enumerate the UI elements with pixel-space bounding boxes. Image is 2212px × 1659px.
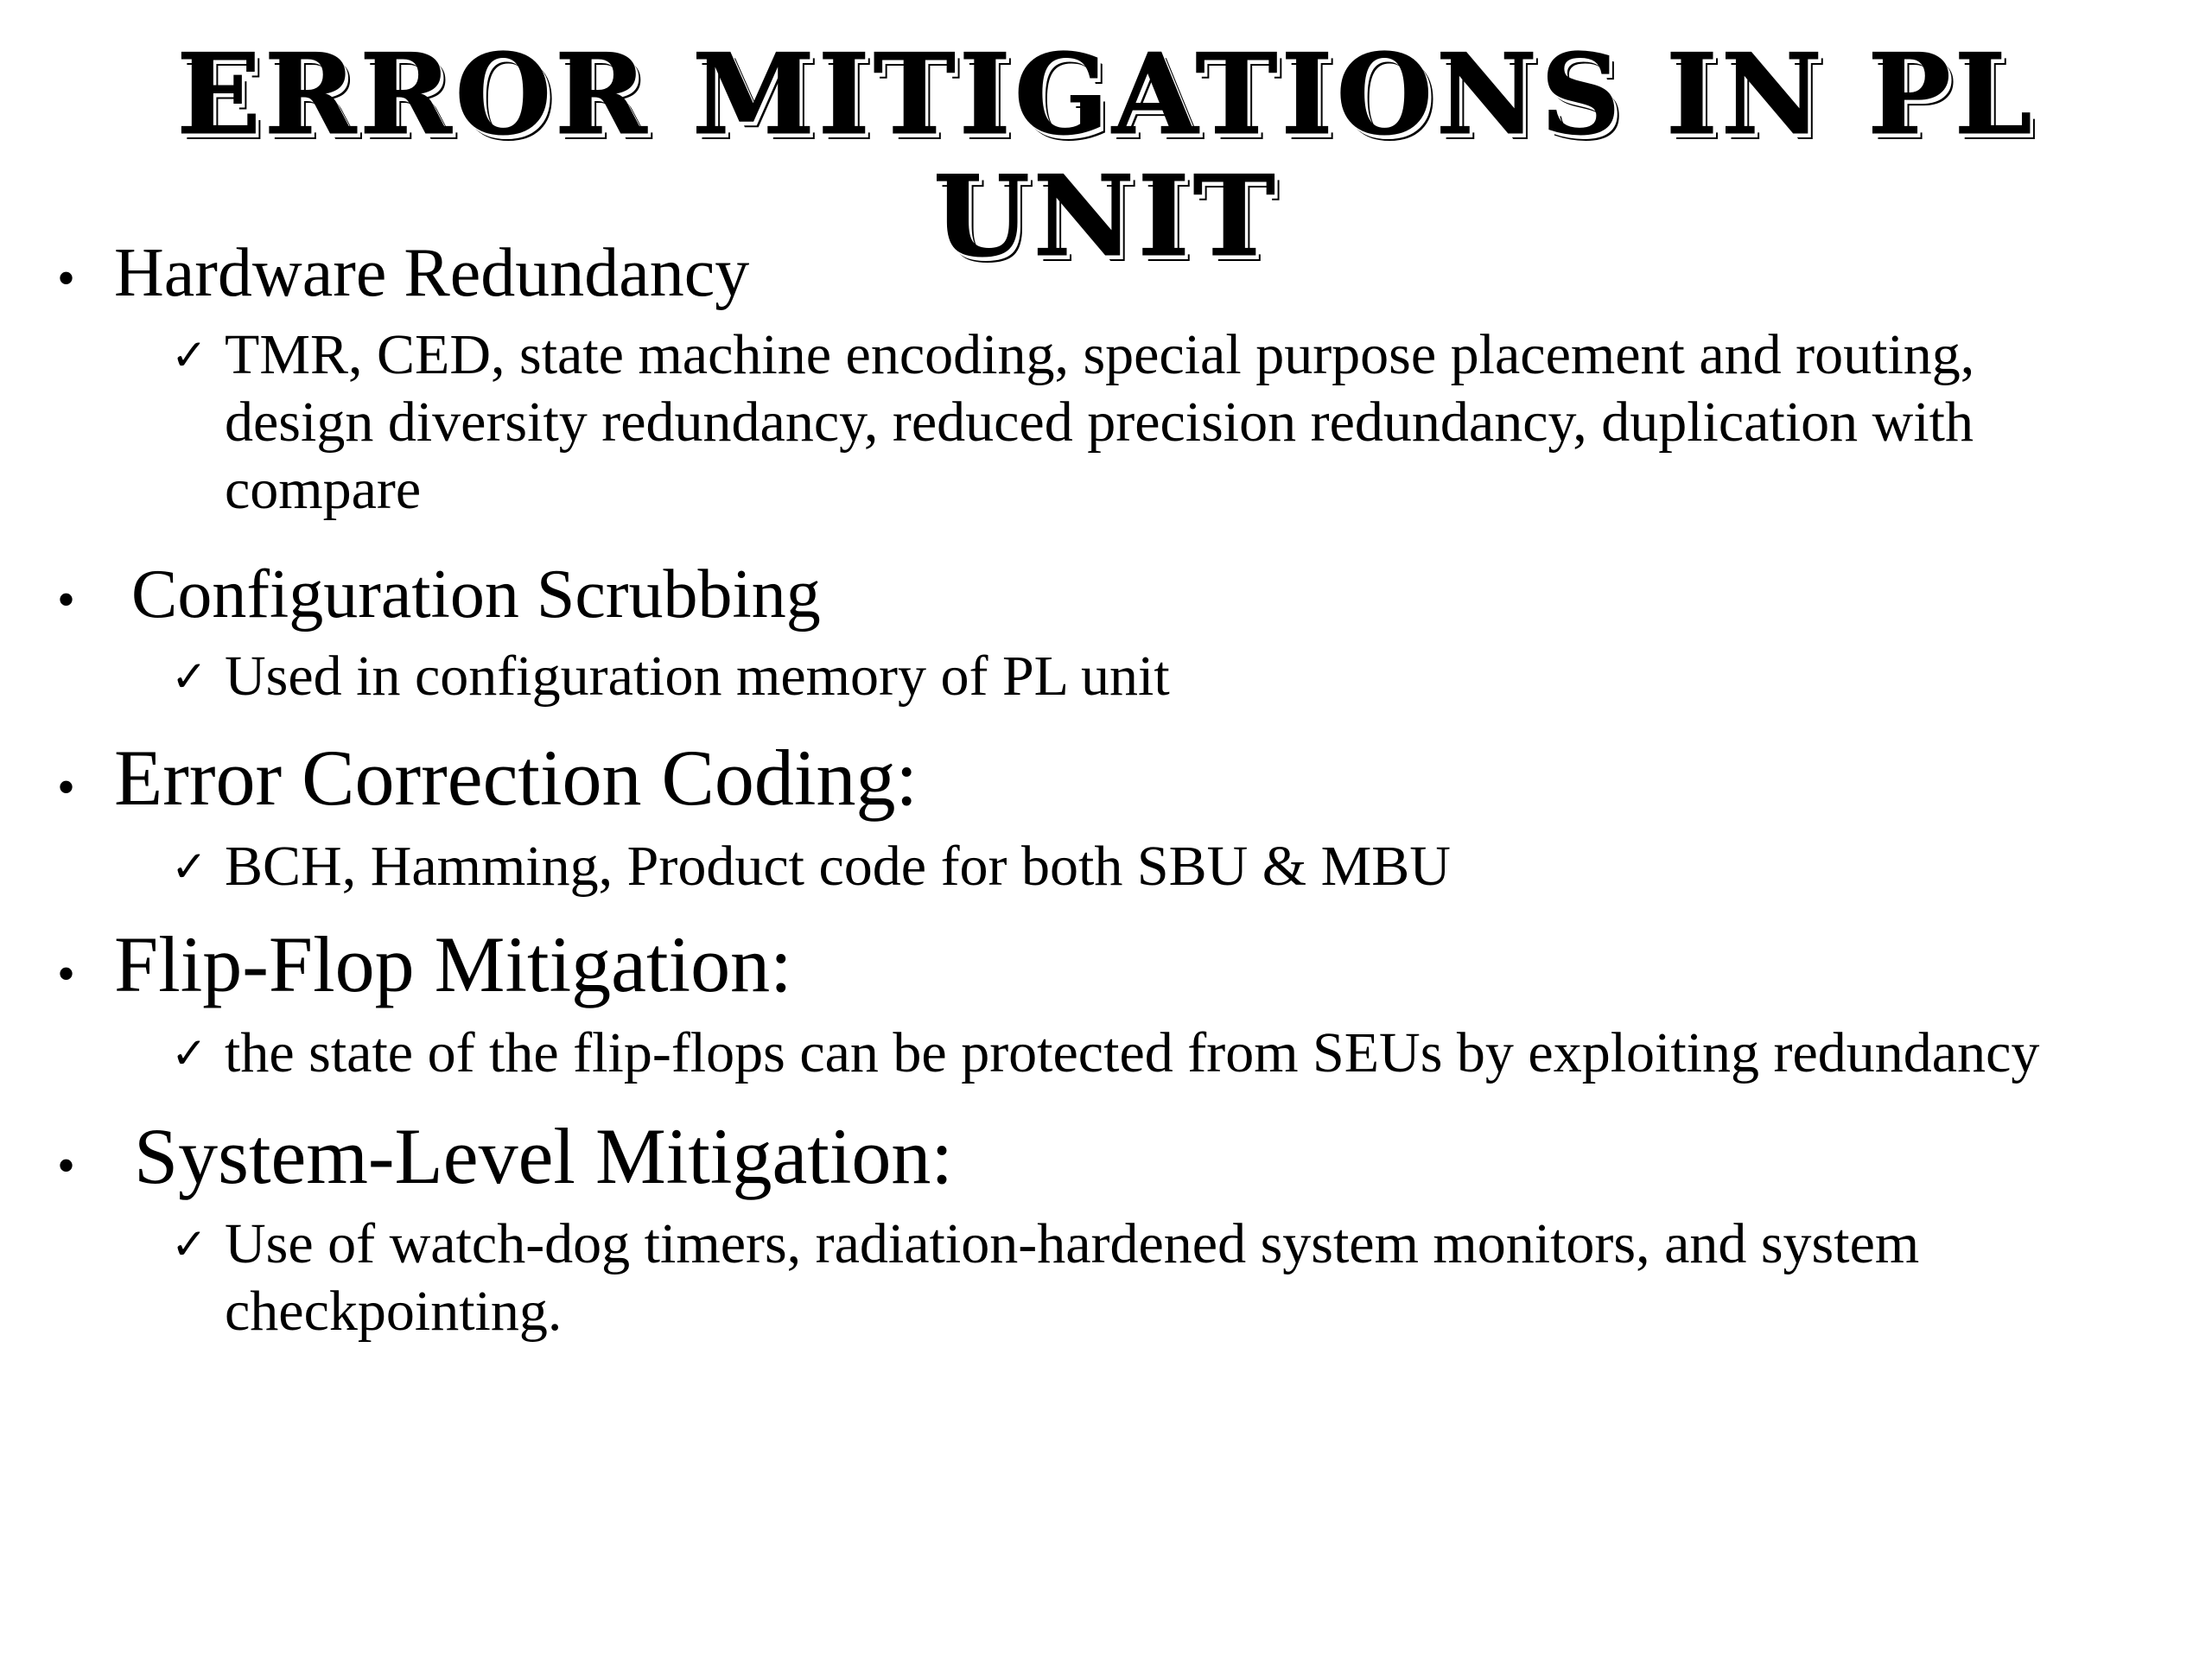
bullet-icon: •	[57, 759, 76, 816]
checkmark-icon: ✓	[171, 1027, 207, 1078]
checkmark-icon: ✓	[171, 330, 207, 380]
sub-bullet-text: Used in configuration memory of PL unit	[225, 645, 1170, 708]
bullet-icon: •	[57, 944, 76, 1002]
bullet-icon: •	[57, 571, 76, 628]
checkmark-icon: ✓	[171, 652, 207, 702]
sub-bullet-text: Use of watch-dog timers, radiation-hardened system monitors, and system checkpointing.	[225, 1212, 1920, 1344]
sub-bullet-text: TMR, CED, state machine encoding, special purpose placement and routing, design diversity redundancy, reduced precision redundancy, duplication with compare	[225, 323, 1975, 521]
bullet-icon: •	[57, 250, 76, 307]
checkmark-icon: ✓	[171, 841, 207, 892]
bullet-heading: Configuration Scrubbing	[114, 556, 821, 632]
bullet-heading: Hardware Redundancy	[114, 235, 750, 311]
slide-title: ERROR MITIGATIONS IN PL UNIT	[176, 30, 2036, 282]
bullet-item-flip-flop-mitigation	[57, 919, 2148, 1087]
bullet-heading: System-Level Mitigation:	[114, 1111, 953, 1200]
bullet-heading: Error Correction Coding:	[114, 734, 918, 822]
bullet-item-hardware-redundancy	[57, 233, 2148, 524]
bullet-item-configuration-scrubbing	[57, 555, 2148, 710]
checkmark-icon: ✓	[171, 1219, 207, 1270]
sub-bullet-text: the state of the flip-flops can be protected from SEUs by exploiting redundancy	[225, 1020, 2040, 1084]
bullet-item-error-correction-coding	[57, 733, 2148, 900]
bullet-list	[57, 233, 2148, 1345]
bullet-heading: Flip-Flop Mitigation:	[114, 919, 792, 1008]
bullet-icon: •	[57, 1136, 76, 1194]
bullet-item-system-level-mitigation	[57, 1111, 2148, 1346]
sub-bullet-text: BCH, Hamming, Product code for both SBU & MBU	[225, 834, 1451, 898]
